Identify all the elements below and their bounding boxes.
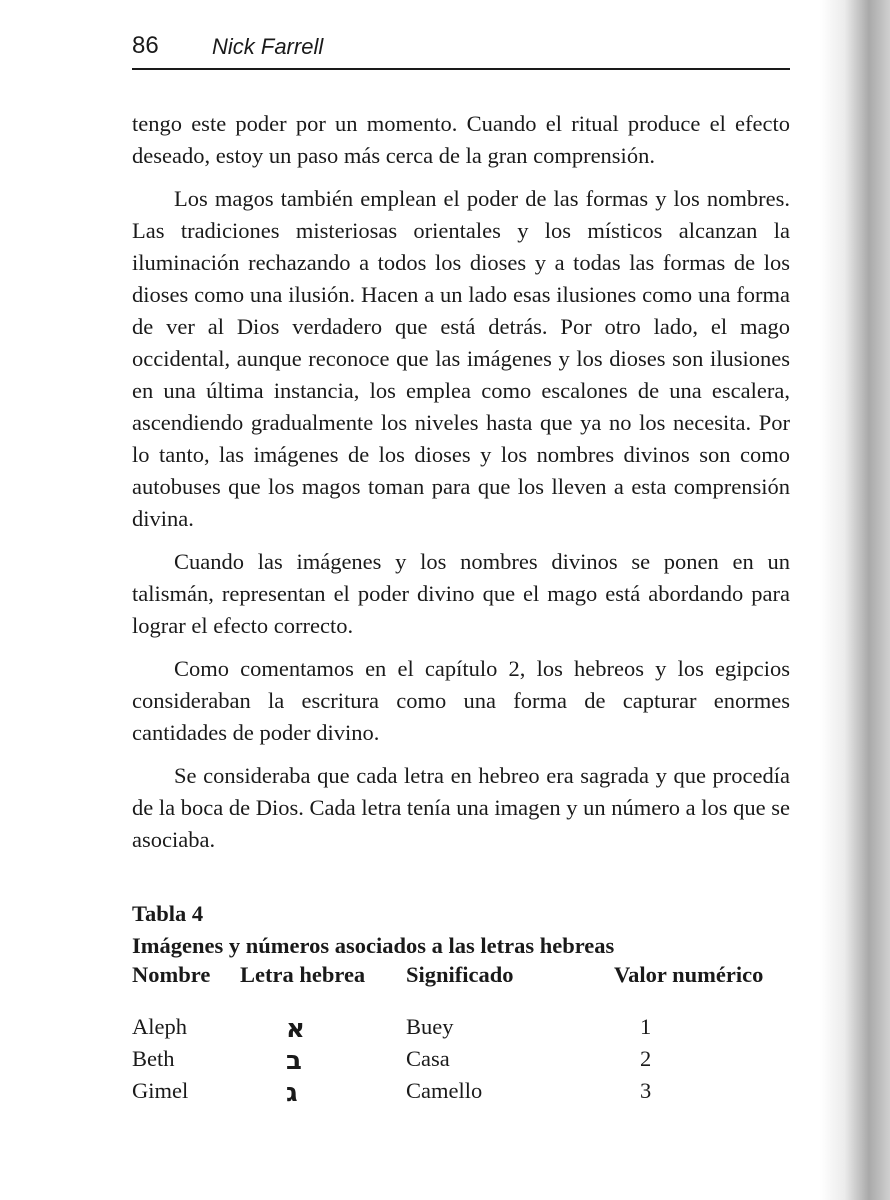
paragraph: Los magos también emplean el poder de las formas y los nombres. Las tradiciones misteriosas orientales y los místicos alcanzan la iluminación rechazando a todos los dioses y a todas las formas de los dioses como una ilusión. Hacen a un lado esas ilusiones como una forma de ver al Dios verdadero que está detrás. Por otro lado, el mago occidental, aunque reconoce que las imágenes y los dioses son ilusiones en una última instancia, los emplea como escalones de una escalera, ascendiendo gradualmente los niveles hasta que ya no los necesita. Por lo tanto, las imágenes de los dioses y los nombres divinos son como autobuses que los magos toman para que los lleven a esta comprensión divina. [132,186,790,531]
page-header [132,30,790,70]
letter-name: Beth [132,1046,175,1071]
table-row [132,1046,792,1078]
table-row [132,1014,792,1046]
letter-name: Gimel [132,1078,189,1103]
letter-meaning: Camello [406,1078,483,1103]
page-number: 86 [132,32,159,59]
hebrew-letter: ב [286,1046,302,1076]
paragraph: Como comentamos en el capítulo 2, los hebreos y los egipcios consideraban la escritura como una forma de capturar enormes cantidades de poder divino. [132,656,790,745]
hebrew-letter: א [286,1014,305,1044]
table-row [132,1078,792,1110]
table-body [132,1014,792,1110]
column-header-meaning: Significado [406,962,514,987]
column-header-name: Nombre [132,962,211,987]
table-header-row [132,962,792,996]
column-header-value: Valor numérico [614,962,764,987]
paragraph: Cuando las imágenes y los nombres divinos se ponen en un talismán, representan el poder divino que el mago está abordando para lograr el efecto correcto. [132,549,790,638]
letter-meaning: Casa [406,1046,450,1071]
hebrew-letter: ג [286,1078,298,1108]
letter-name: Aleph [132,1014,187,1039]
letter-value: 3 [640,1078,652,1103]
page-gutter-shadow [820,0,890,1200]
letter-meaning: Buey [406,1014,454,1039]
paragraph: Se consideraba que cada letra en hebreo era sagrada y que procedía de la boca de Dios. Cada letra tenía una imagen y un número a los que se asociaba. [132,763,790,852]
letter-value: 1 [640,1014,652,1039]
hebrew-letters-table [132,898,792,1110]
letter-value: 2 [640,1046,652,1071]
column-header-letter: Letra hebrea [240,962,366,987]
table-title: Tabla 4 [132,901,204,926]
body-text [132,108,790,867]
table-caption: Imágenes y números asociados a las letras hebreas [132,933,615,958]
paragraph: tengo este poder por un momento. Cuando el ritual produce el efecto deseado, estoy un paso más cerca de la gran comprensión. [132,111,790,168]
running-title: Nick Farrell [212,34,324,59]
